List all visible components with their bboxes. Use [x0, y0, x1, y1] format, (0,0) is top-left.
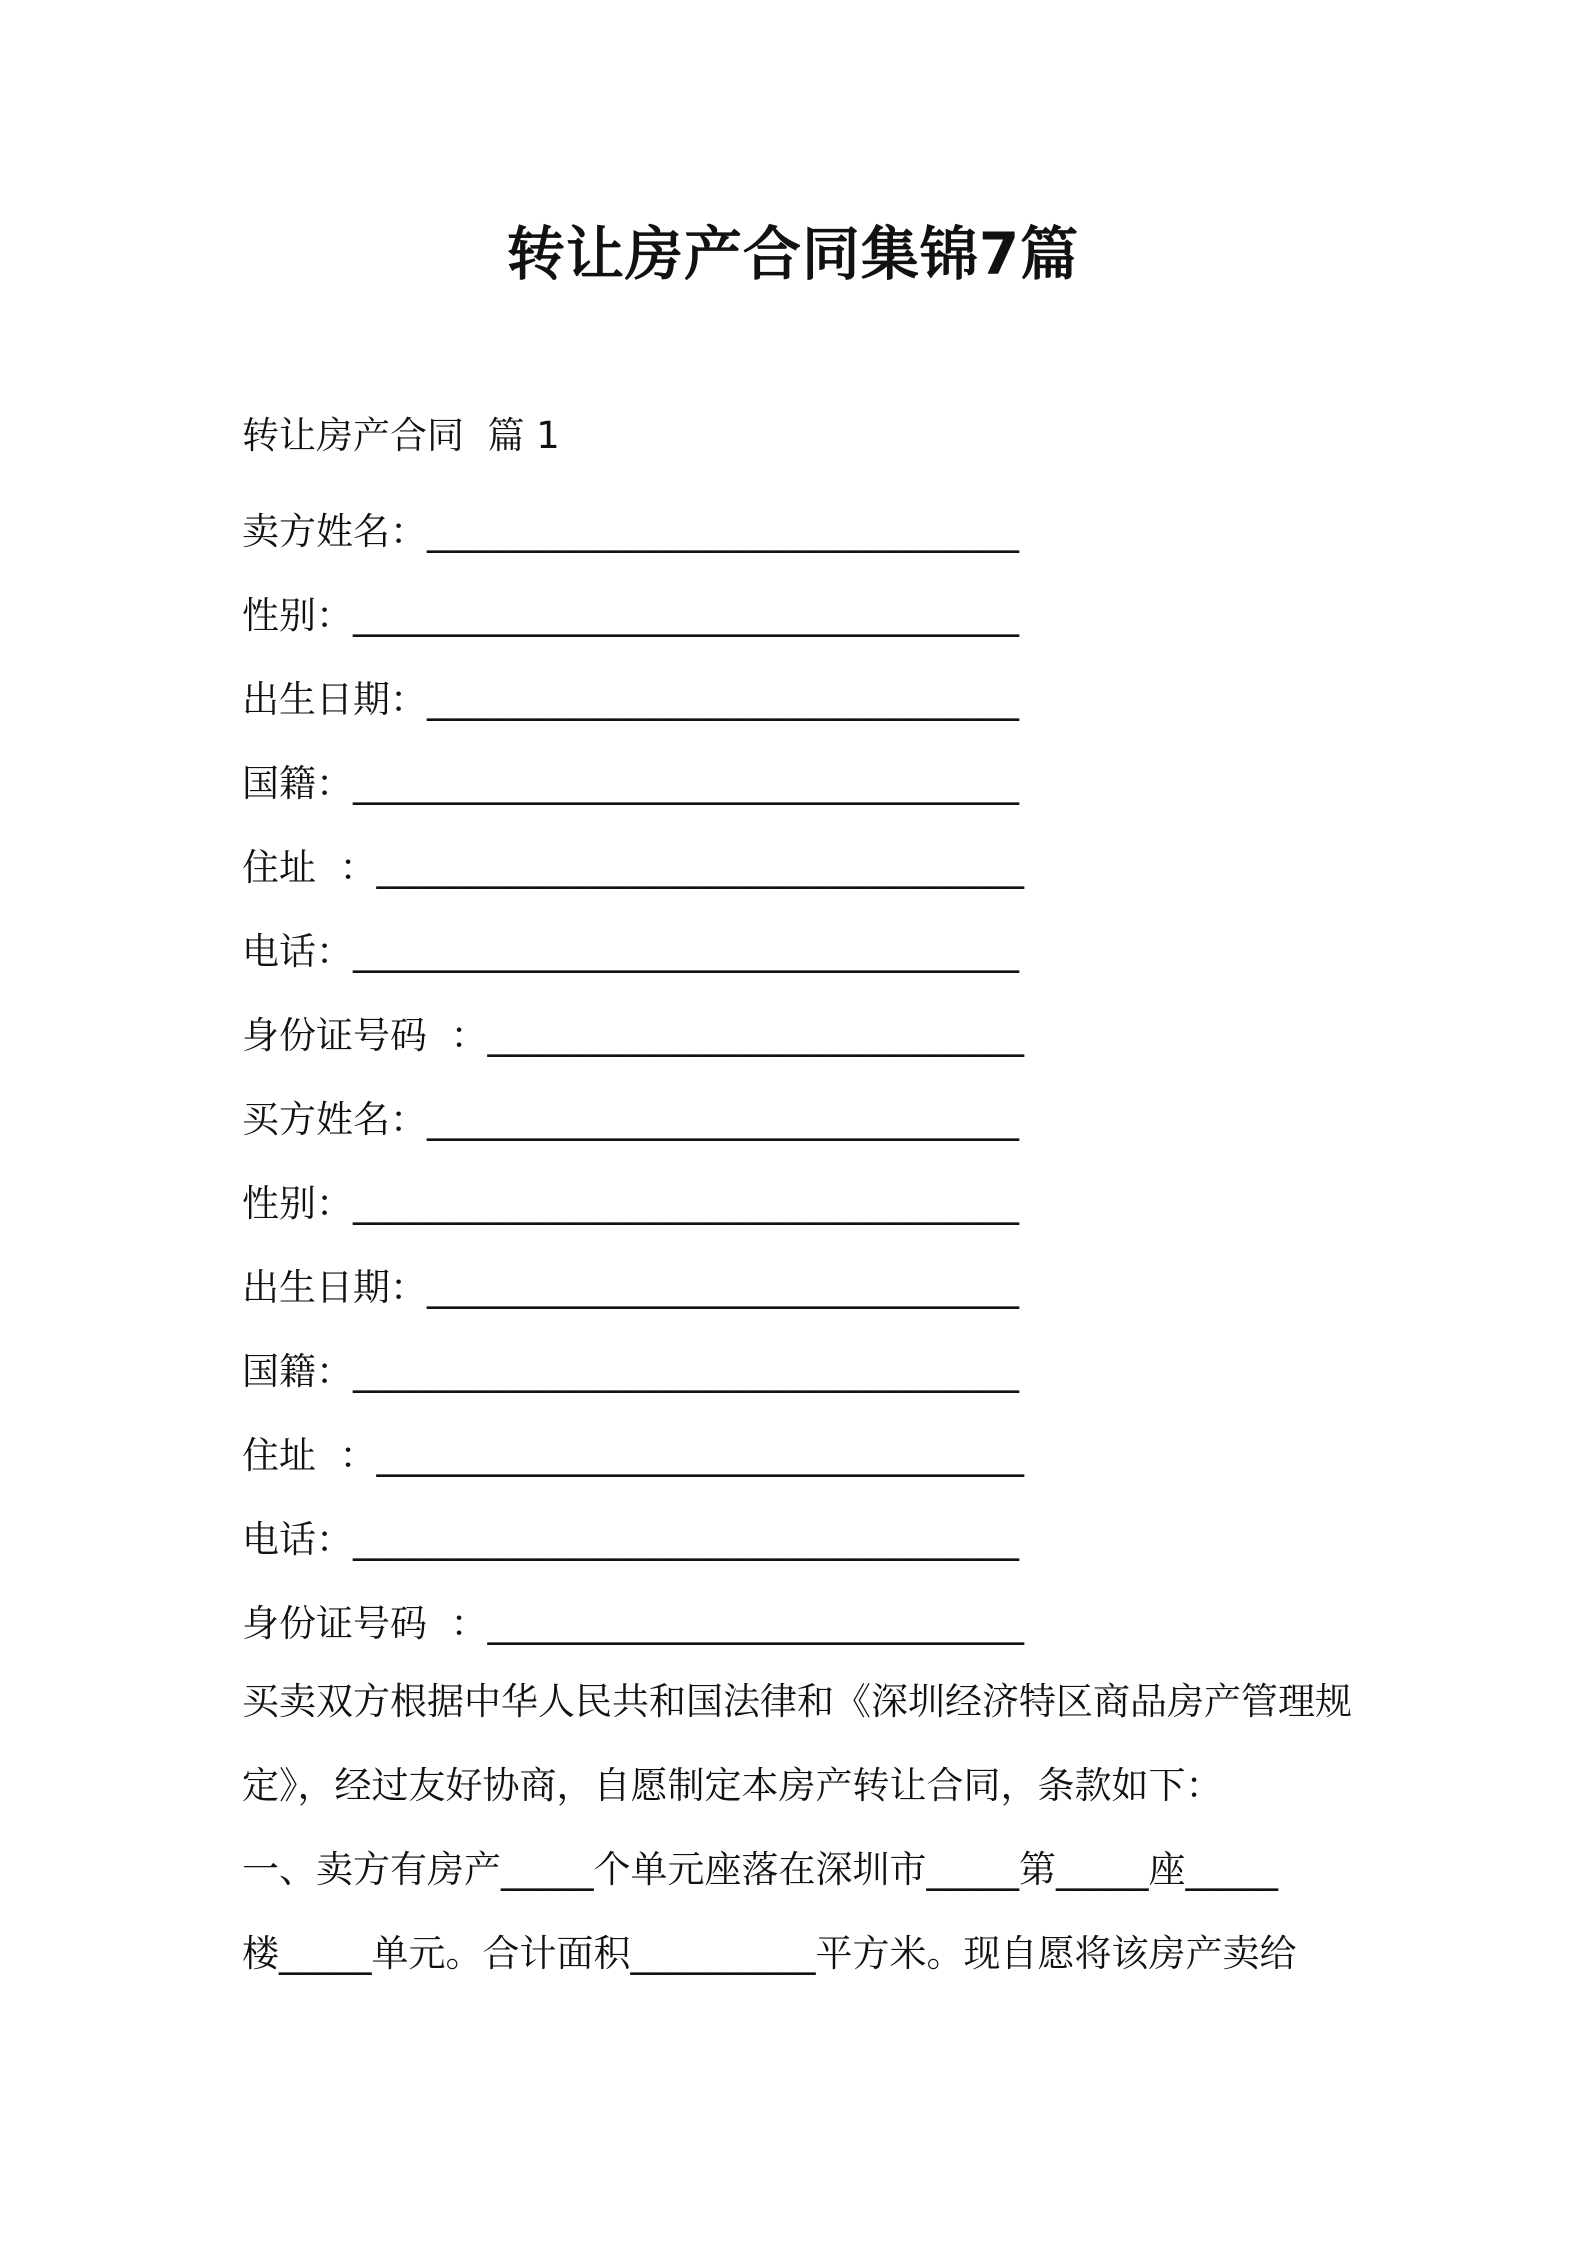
field-label: 电话：: [242, 1518, 353, 1561]
field-label: 出生日期：: [242, 1266, 427, 1309]
field-blank: _____________________________: [487, 1014, 1025, 1057]
seller-birthdate-field: [242, 668, 1019, 728]
section-heading: 转让房产合同 篇 1: [242, 414, 560, 457]
field-label: 身份证号码 ：: [242, 1014, 488, 1057]
field-label: 身份证号码 ：: [242, 1602, 488, 1645]
field-blank: _____________________________: [487, 1602, 1025, 1645]
seller-name-field: [242, 500, 1019, 560]
field-blank: ____________________________________: [353, 1350, 1019, 1393]
field-blank: ________________________________: [427, 510, 1019, 553]
field-blank: ________________________________: [427, 1098, 1019, 1141]
buyer-id-number-field: [242, 1592, 1024, 1652]
seller-gender-field: [242, 584, 1019, 644]
paragraph-line: 定》，经过友好协商，自愿制定本房产转让合同，条款如下：: [242, 1764, 1223, 1807]
field-label: 出生日期：: [242, 678, 427, 721]
field-blank: ___________________________________: [376, 846, 1025, 889]
field-blank: ________________________________: [427, 678, 1019, 721]
paragraph-line: 买卖双方根据中华人民共和国法律和《深圳经济特区商品房产管理规: [242, 1680, 1352, 1723]
buyer-name-field: [242, 1088, 1019, 1148]
field-label: 住址 ：: [242, 1434, 377, 1477]
field-blank: ____________________________________: [353, 594, 1019, 637]
field-label: 国籍：: [242, 762, 353, 805]
field-blank: ____________________________________: [353, 930, 1019, 973]
field-blank: ____________________________________: [353, 1518, 1019, 1561]
field-label: 买方姓名：: [242, 1098, 427, 1141]
field-label: 性别：: [242, 594, 353, 637]
seller-nationality-field: [242, 752, 1019, 812]
buyer-gender-field: [242, 1172, 1019, 1232]
paragraph-line: 楼_____单元。合计面积__________平方米。现自愿将该房产卖给: [242, 1932, 1297, 1975]
seller-address-field: [242, 836, 1024, 896]
field-blank: ____________________________________: [353, 762, 1019, 805]
seller-id-number-field: [242, 1004, 1024, 1064]
seller-phone-field: [242, 920, 1019, 980]
buyer-birthdate-field: [242, 1256, 1019, 1316]
buyer-nationality-field: [242, 1340, 1019, 1400]
buyer-phone-field: [242, 1508, 1019, 1568]
field-blank: ________________________________: [427, 1266, 1019, 1309]
field-label: 电话：: [242, 930, 353, 973]
field-label: 住址 ：: [242, 846, 377, 889]
field-blank: ____________________________________: [353, 1182, 1019, 1225]
document-title: 转让房产合同集锦7篇: [506, 220, 1080, 288]
paragraph-line: 一、卖方有房产_____个单元座落在深圳市_____第_____座_____: [242, 1848, 1278, 1891]
field-blank: ___________________________________: [376, 1434, 1025, 1477]
field-label: 性别：: [242, 1182, 353, 1225]
field-label: 卖方姓名：: [242, 510, 427, 553]
field-label: 国籍：: [242, 1350, 353, 1393]
buyer-address-field: [242, 1424, 1024, 1484]
